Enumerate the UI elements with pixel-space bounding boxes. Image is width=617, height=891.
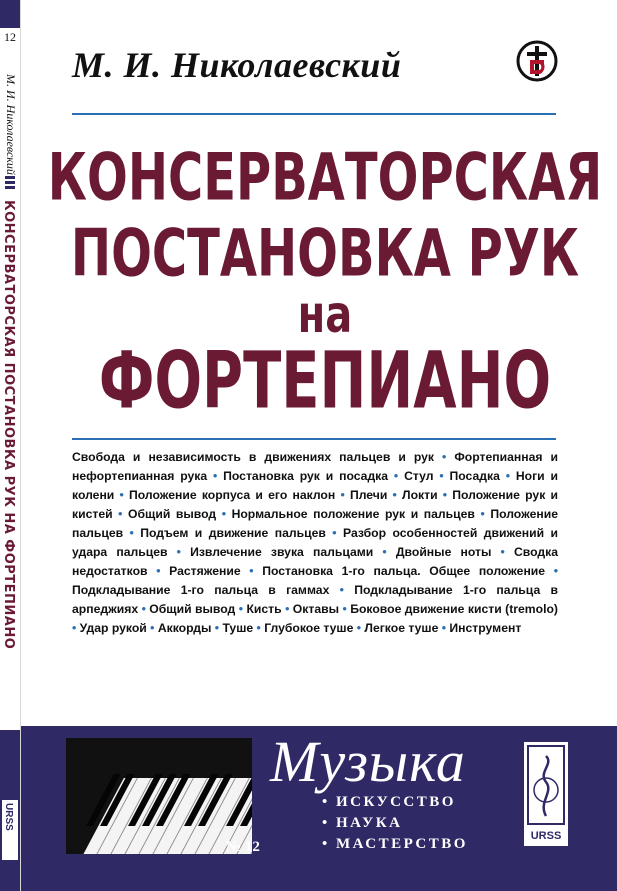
contents-item: Постановка рук и посадка [223,469,389,483]
contents-item: Посадка [449,469,500,483]
piano-keys-image [66,738,252,854]
urss-publisher: URSS [530,830,562,842]
bullet-separator: • [207,469,224,483]
bullet-separator: • [545,564,559,578]
bullet-separator: • [211,621,223,635]
contents-item: Подкладывание 1-го пальца в арпеджиях [72,583,559,616]
contents-item: Локти [402,488,438,502]
bullet-separator: • [138,602,150,616]
bullet-separator: • [339,602,351,616]
contents-item: Боковое движение кисти (tremolo) [350,602,558,616]
contents-item: Извлечение звука пальцами [190,545,374,559]
bullet-separator: • [240,564,263,578]
series-items [322,792,468,855]
bullet-separator: • [123,526,141,540]
contents-item: Свобода и независимость в движениях пальцев и рук [72,450,435,464]
bullet-separator: • [167,545,191,559]
bullet-separator: • [433,469,450,483]
contents-item: Сводка недостатков [72,545,558,578]
series-item: • МАСТЕРСТВО [322,836,468,852]
spine-title: КОНСЕРВАТОРСКАЯ ПОСТАНОВКА РУК НА ФОРТЕПИАНО [1,200,16,650]
bullet-separator: • [474,507,491,521]
top-divider [72,113,556,115]
cover-author: М. И. Николаевский [72,45,402,85]
contents-item: Двойные ноты [395,545,492,559]
bullet-separator: • [353,621,365,635]
contents-item: Стул [404,469,434,483]
bullet-separator: • [438,621,450,635]
contents-item: Инструмент [449,621,522,635]
spine-top-band [0,0,20,28]
bullet-separator: • [329,583,355,597]
contents-item: Положение пальцев [72,507,558,540]
contents-item: Положение корпуса и его наклон [128,488,336,502]
bullet-separator: • [72,621,80,635]
contents-item: Растяжение [169,564,241,578]
bullet-separator: • [437,488,453,502]
bullet-separator: • [325,526,343,540]
title-line-3: на [297,285,353,345]
bullet-separator: • [147,564,170,578]
bullet-separator: • [499,469,516,483]
contents-item: Октавы [292,602,340,616]
contents-item: Кисть [246,602,282,616]
series-item: • ИСКУССТВО [322,794,456,810]
bullet-separator: • [387,488,403,502]
contents-item: Разбор особенностей движений и удара пальцев [72,526,558,559]
bullet-separator: • [253,621,265,635]
bullet-separator: • [335,488,350,502]
contents-item: Положение рук и кистей [72,488,558,521]
bullet-separator: • [216,507,232,521]
contents-item: Постановка 1-го пальца. Общее положение [262,564,546,578]
bullet-separator: • [388,469,405,483]
contents-item: Аккорды [157,621,212,635]
bullet-separator: • [114,488,129,502]
contents-item: Ноги и колени [72,469,559,502]
contents-item: Туше [222,621,254,635]
bullet-separator: • [235,602,247,616]
treble-clef-globe-icon [524,742,568,828]
bullet-separator: • [112,507,129,521]
contents-item: Нормальное положение рук и пальцев [231,507,475,521]
contents-item: Глубокое туше [264,621,354,635]
contents-item: Общий вывод [128,507,217,521]
bullet-separator: • [146,621,158,635]
contents-list [72,448,558,638]
spine-publisher: URSS [3,803,14,831]
series-name: Музыка [270,729,466,794]
series-number: № 12 [226,839,260,855]
book-spine [0,0,21,891]
contents-item: Общий вывод [149,602,236,616]
contents-item: Легкое туше [364,621,439,635]
contents-item: Плечи [349,488,388,502]
title-line-1: КОНСЕРВАТОРСКАЯ [47,140,603,216]
contents-item: Подкладывание 1-го пальца в гаммах [72,583,330,597]
spine-author: М. И. Николаевский [4,74,18,175]
bullet-separator: • [373,545,396,559]
series-item: • НАУКА [322,815,403,831]
spine-bars-icon [5,176,15,192]
title-line-2: ПОСТАНОВКА РУК [70,216,580,292]
title-line-4: ФОРТЕПИАНО [98,336,552,427]
bullet-separator: • [281,602,293,616]
middle-divider [72,438,556,440]
publisher-logo-icon [516,40,558,82]
contents-item: Фортепианная и нефортепианная рука [72,450,558,483]
contents-item: Удар рукой [79,621,147,635]
bullet-separator: • [491,545,514,559]
spine-series-number: 12 [4,30,16,44]
contents-item: Подъем и движение пальцев [140,526,326,540]
bullet-separator: • [434,450,455,464]
